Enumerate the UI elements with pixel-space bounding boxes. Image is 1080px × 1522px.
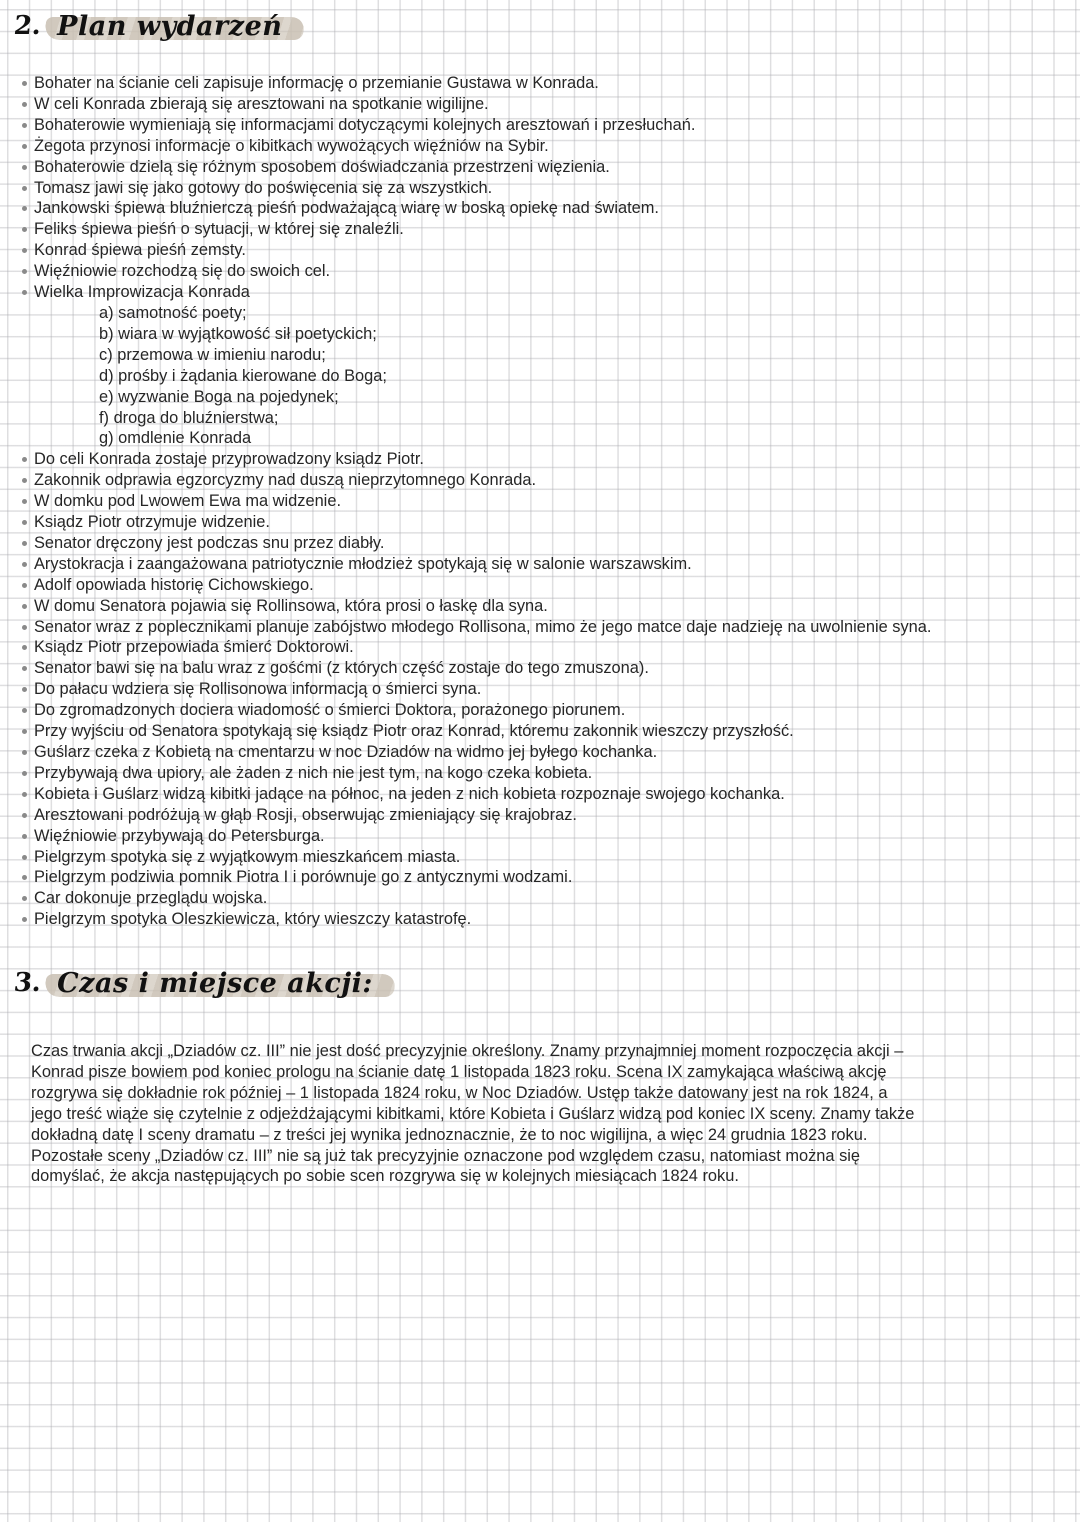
- list-item: Ksiądz Piotr przepowiada śmierć Doktorowi.: [20, 637, 931, 658]
- bullet-icon: [22, 165, 27, 170]
- section-heading-time-place: [14, 963, 385, 1003]
- bullet-icon: [22, 896, 27, 901]
- list-item: Aresztowani podróżują w głąb Rosji, obserwując zmieniający się krajobraz.: [20, 805, 931, 826]
- bullet-icon: [22, 478, 27, 483]
- bullet-icon: [22, 499, 27, 504]
- bullet-icon: [22, 625, 27, 630]
- list-item: Przy wyjściu od Senatora spotykają się ksiądz Piotr oraz Konrad, któremu zakonnik wieszczy przyszłość.: [20, 721, 931, 742]
- list-item: Pielgrzym spotyka się z wyjątkowym mieszkańcem miasta.: [20, 847, 931, 868]
- list-item: Arystokracja i zaangażowana patriotycznie młodzież spotykają się w salonie warszawskim.: [20, 554, 931, 575]
- list-item: Ksiądz Piotr otrzymuje widzenie.: [20, 512, 931, 533]
- bullet-icon: [22, 855, 27, 860]
- section-heading-plan: [14, 6, 294, 46]
- section-number: 2.: [12, 11, 43, 41]
- list-item: Jankowski śpiewa bluźnierczą pieśń podważającą wiarę w boską opiekę nad światem.: [20, 198, 931, 219]
- list-item: Guślarz czeka z Kobietą na cmentarzu w noc Dziadów na widmo jej byłego kochanka.: [20, 742, 931, 763]
- section-title: Czas i miejsce akcji:: [57, 967, 373, 999]
- list-item: Car dokonuje przeglądu wojska.: [20, 888, 931, 909]
- paragraph-line: Konrad pisze bowiem pod koniec prologu na ścianie datę 1 listopada 1823 roku. Scena IX zamykająca właściwą akcję: [31, 1062, 887, 1081]
- list-item: Zakonnik odprawia egzorcyzmy nad duszą nieprzytomnego Konrada.: [20, 470, 931, 491]
- list-item: Feliks śpiewa pieśń o sytuacji, w której się znaleźli.: [20, 219, 931, 240]
- paragraph-line: domyślać, że akcja następujących po sobie scen rozgrywa się w kolejnych miesiącach 1824 roku.: [31, 1167, 739, 1186]
- sub-list-item: c) przemowa w imieniu narodu;: [99, 345, 326, 364]
- paragraph-line: jego treść wiąże się czytelnie z odjeżdżającymi kibitkami, które Kobieta i Guślarz widzą pod koniec IX sceny. Znamy także: [31, 1104, 915, 1123]
- list-item: Do pałacu wdziera się Rollisonowa informacją o śmierci syna.: [20, 679, 931, 700]
- bullet-icon: [22, 227, 27, 232]
- bullet-icon: [22, 792, 27, 797]
- bullet-icon: [22, 248, 27, 253]
- list-item: Do celi Konrada zostaje przyprowadzony ksiądz Piotr.: [20, 449, 931, 470]
- sub-list-item: b) wiara w wyjątkowość sił poetyckich;: [99, 324, 377, 343]
- bullet-icon: [22, 562, 27, 567]
- bullet-icon: [22, 645, 27, 650]
- sub-list-item: e) wyzwanie Boga na pojedynek;: [99, 387, 339, 406]
- bullet-icon: [22, 269, 27, 274]
- list-item: Konrad śpiewa pieśń zemsty.: [20, 240, 931, 261]
- sub-list-item: g) omdlenie Konrada: [99, 429, 252, 448]
- list-item: Żegota przynosi informacje o kibitkach wywożących więźniów na Sybir.: [20, 136, 931, 157]
- bullet-icon: [22, 604, 27, 609]
- list-item: Więźniowie rozchodzą się do swoich cel.: [20, 261, 931, 282]
- list-item: Tomasz jawi się jako gotowy do poświęcenia się za wszystkich.: [20, 178, 931, 199]
- list-item: Do zgromadzonych dociera wiadomość o śmierci Doktora, porażonego piorunem.: [20, 700, 931, 721]
- paragraph-line: Pozostałe sceny „Dziadów cz. III” nie są już tak precyzyjnie oznaczone pod względem czasu, natomiast można się: [31, 1146, 861, 1165]
- sub-list-item: f) droga do bluźnierstwa;: [99, 408, 279, 427]
- bullet-icon: [22, 457, 27, 462]
- list-item: Bohaterowie wymieniają się informacjami dotyczącymi kolejnych aresztowań i przesłuchań.: [20, 115, 931, 136]
- bullet-icon: [22, 708, 27, 713]
- sub-list-item: d) prośby i żądania kierowane do Boga;: [99, 366, 387, 385]
- bullet-icon: [22, 729, 27, 734]
- bullet-icon: [22, 541, 27, 546]
- bullet-icon: [22, 144, 27, 149]
- events-list: [20, 73, 931, 930]
- list-item: W domku pod Lwowem Ewa ma widzenie.: [20, 491, 931, 512]
- bullet-icon: [22, 875, 27, 880]
- section-title: Plan wydarzeń: [57, 10, 283, 42]
- bullet-icon: [22, 666, 27, 671]
- list-item: W domu Senatora pojawia się Rollinsowa, która prosi o łaskę dla syna.: [20, 596, 931, 617]
- paragraph-line: dokładną datę I sceny dramatu – z treści jej wynika jednoznacznie, że to noc wigilijna, a więc 24 grudnia 1823 roku.: [31, 1125, 868, 1144]
- list-item: Wielka Improwizacja Konrada: [20, 282, 931, 303]
- heading-highlight: [51, 968, 385, 999]
- bullet-icon: [22, 81, 27, 86]
- list-item: W celi Konrada zbierają się aresztowani na spotkanie wigilijne.: [20, 94, 931, 115]
- list-item: Więźniowie przybywają do Petersburga.: [20, 826, 931, 847]
- bullet-icon: [22, 123, 27, 128]
- bullet-icon: [22, 583, 27, 588]
- bullet-icon: [22, 687, 27, 692]
- list-item: Pielgrzym spotyka Oleszkiewicza, który wieszczy katastrofę.: [20, 909, 931, 930]
- bullet-icon: [22, 186, 27, 191]
- list-item: Adolf opowiada historię Cichowskiego.: [20, 575, 931, 596]
- bullet-icon: [22, 917, 27, 922]
- bullet-icon: [22, 813, 27, 818]
- list-item: Bohaterowie dzielą się różnym sposobem doświadczania przestrzeni więzienia.: [20, 157, 931, 178]
- list-item: Przybywają dwa upiory, ale żaden z nich nie jest tym, na kogo czeka kobieta.: [20, 763, 931, 784]
- list-item: Senator wraz z poplecznikami planuje zabójstwo młodego Rollisona, mimo że jego matce daje nadzieję na uwolnienie syna.: [20, 617, 931, 638]
- sub-list-item: a) samotność poety;: [99, 303, 247, 322]
- section-number: 3.: [12, 968, 43, 998]
- heading-highlight: [51, 11, 294, 42]
- bullet-icon: [22, 206, 27, 211]
- bullet-icon: [22, 750, 27, 755]
- list-item: Senator bawi się na balu wraz z gośćmi (z których część zostaje do tego zmuszona).: [20, 658, 931, 679]
- list-item: Bohater na ścianie celi zapisuje informację o przemianie Gustawa w Konrada.: [20, 73, 931, 94]
- list-item: Senator dręczony jest podczas snu przez diabły.: [20, 533, 931, 554]
- bullet-icon: [22, 520, 27, 525]
- paragraph-line: Czas trwania akcji „Dziadów cz. III” nie jest dość precyzyjnie określony. Znamy przynajmniej moment rozpoczęcia akcji –: [31, 1042, 904, 1060]
- bullet-icon: [22, 102, 27, 107]
- bullet-icon: [22, 834, 27, 839]
- list-item: Kobieta i Guślarz widzą kibitki jadące na północ, na jeden z nich kobieta rozpoznaje swojego kochanka.: [20, 784, 931, 805]
- bullet-icon: [22, 771, 27, 776]
- bullet-icon: [22, 290, 27, 295]
- time-place-paragraph: [31, 1041, 1031, 1187]
- list-item: Pielgrzym podziwia pomnik Piotra I i porównuje go z antycznymi wodzami.: [20, 867, 931, 888]
- paragraph-line: rozgrywa się dokładnie rok później – 1 listopada 1824 roku, w Noc Dziadów. Ustęp także datowany jest na rok 1824, a: [31, 1083, 888, 1102]
